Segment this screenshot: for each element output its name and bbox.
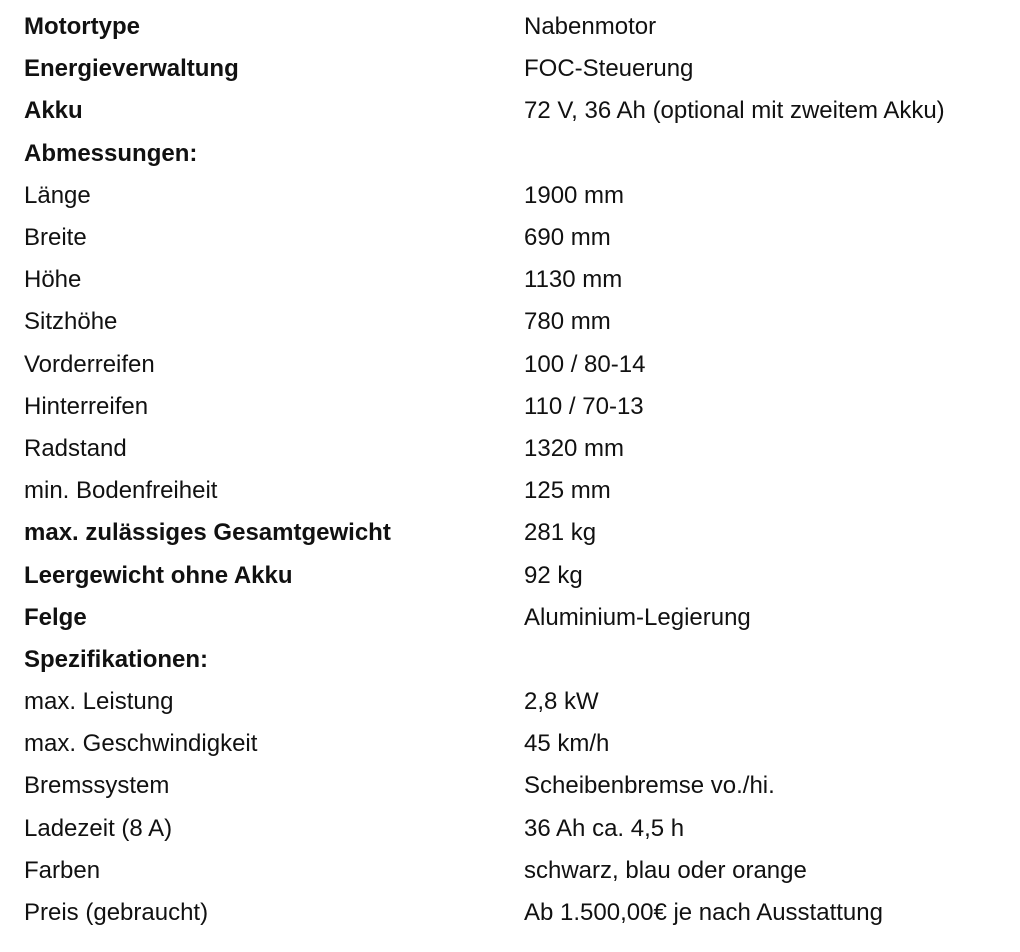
spec-label: Vorderreifen (24, 350, 155, 378)
spec-row-radstand (24, 428, 1014, 470)
spec-value: Nabenmotor (524, 13, 657, 41)
spec-row-leergewicht (24, 554, 1014, 596)
spec-value: Scheibenbremse vo./hi. (524, 772, 775, 800)
spec-row-akku (24, 90, 1014, 132)
spec-value: 780 mm (524, 308, 611, 336)
spec-label: min. Bodenfreiheit (24, 477, 218, 505)
spec-row-vorderreifen (24, 344, 1014, 386)
spec-value: 2,8 kW (524, 688, 599, 716)
spec-value: 92 kg (524, 561, 583, 589)
spec-label: max. Geschwindigkeit (24, 730, 258, 758)
spec-row-bremssystem (24, 765, 1014, 807)
spec-row-felge (24, 597, 1014, 639)
spec-row-sitzhoehe (24, 301, 1014, 343)
spec-value: 1320 mm (524, 434, 625, 462)
section-heading-abmessungen (24, 133, 1014, 175)
spec-label: Felge (24, 603, 87, 631)
spec-row-breite (24, 217, 1014, 259)
spec-label: Radstand (24, 434, 127, 462)
spec-label: Breite (24, 224, 87, 252)
spec-label: Leergewicht ohne Akku (24, 561, 293, 589)
spec-label: Sitzhöhe (24, 308, 118, 336)
spec-value: Aluminium-Legierung (524, 603, 751, 631)
spec-label: Farben (24, 856, 101, 884)
spec-label: Abmessungen: (24, 139, 198, 167)
spec-row-leistung (24, 681, 1014, 723)
spec-value: 72 V, 36 Ah (optional mit zweitem Akku) (524, 97, 945, 125)
spec-label: Motortype (24, 13, 140, 41)
spec-row-farben (24, 850, 1014, 892)
spec-value: schwarz, blau oder orange (524, 856, 807, 884)
spec-label: Hinterreifen (24, 392, 149, 420)
spec-label: Preis (gebraucht) (24, 899, 209, 927)
spec-row-motortype (24, 6, 1014, 48)
spec-value: 125 mm (524, 477, 611, 505)
spec-label: Bremssystem (24, 772, 170, 800)
spec-label: max. Leistung (24, 688, 174, 716)
spec-row-ladezeit (24, 808, 1014, 850)
spec-label: max. zulässiges Gesamtgewicht (24, 519, 391, 547)
spec-label: Länge (24, 181, 91, 209)
spec-row-geschwindigkeit (24, 723, 1014, 765)
spec-label: Höhe (24, 266, 82, 294)
spec-value: 110 / 70-13 (524, 392, 644, 420)
spec-row-energieverwaltung (24, 48, 1014, 90)
spec-value: 281 kg (524, 519, 597, 547)
spec-row-gesamtgewicht (24, 512, 1014, 554)
spec-label: Ladezeit (8 A) (24, 814, 173, 842)
spec-row-laenge (24, 175, 1014, 217)
spec-label: Akku (24, 97, 83, 125)
spec-row-hinterreifen (24, 386, 1014, 428)
spec-value: 36 Ah ca. 4,5 h (524, 814, 685, 842)
spec-value: 45 km/h (524, 730, 610, 758)
spec-value: 690 mm (524, 224, 611, 252)
spec-value: 1900 mm (524, 181, 625, 209)
spec-value: Ab 1.500,00€ je nach Ausstattung (524, 899, 883, 927)
section-heading-spezifikationen (24, 639, 1014, 681)
spec-label: Spezifikationen: (24, 645, 209, 673)
spec-table (24, 6, 1014, 934)
spec-value: 1130 mm (524, 266, 623, 294)
spec-value: 100 / 80-14 (524, 350, 646, 378)
spec-row-preis (24, 892, 1014, 934)
spec-label: Energieverwaltung (24, 55, 239, 83)
spec-value: FOC-Steuerung (524, 55, 694, 83)
spec-row-bodenfreiheit (24, 470, 1014, 512)
spec-row-hoehe (24, 259, 1014, 301)
